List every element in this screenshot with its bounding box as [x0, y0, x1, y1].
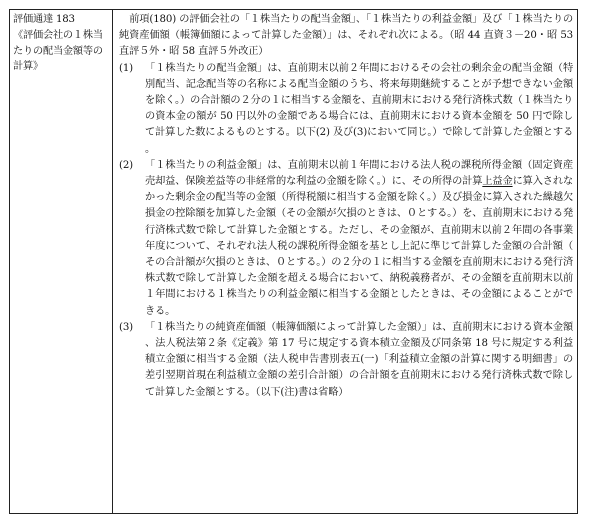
- item-text-part-2: に算入されなかった剰余金の配当等の金額（所得税額に相当する金額を除く。）及び損金に算入された繰越欠損金の控除額を加算した金額（その金額が欠損のときは、０とする。）を、直前期末における発行済株式数で除して計算した金額とする。ただし、その金額が、直前期末以前２年間の各事業年度について、それぞれ法人税の課税所得金額を基とし上記に準じて計算した金額の合計額（その合計額が欠損のときは、０とする。）の２分の１に相当する金額を直前期末における発行済株式数で除して計算した金額を超える場合において、納税義務者が、その金額を直前期末以前１年間における１株当たりの利益金額に相当する金額としたときは、その金額によることができる。: [145, 176, 573, 317]
- item-text-part-1: 「１株当たりの利益金額」は、直前期末以前１年間における法人税の課税所得金額（固定資産売却益、保険差益等の非経常的な利益の金額を除く。）に、その所得の計算: [145, 159, 573, 188]
- provision-item-2: [119, 158, 573, 320]
- item-text: 「１株当たりの配当金額」は、直前期末以前２年間におけるその会社の剰余金の配当金額（特別配当、記念配当等の名称による配当金額のうち、将来毎期継続することが予想できない金額を除く。）の合計額の２分の１に相当する金額を、直前期末における発行済株式数（１株当たりの資本金の額が 50 円以外の金額である場合には、直前期末における資本金額を 50 円で除して計算した数によるものとする。以下(2) 及び(3)において同じ。）で除して計算した金額とする。: [145, 62, 573, 155]
- item-number: (1): [119, 62, 133, 74]
- item-number: (3): [119, 321, 133, 333]
- provision-item-3: [119, 320, 573, 401]
- provision-text-cell: [113, 10, 577, 513]
- circular-number: 評価通達 183: [13, 14, 75, 25]
- underlined-term: 上益金: [482, 176, 513, 188]
- item-text: 「１株当たりの純資産価額（帳簿価額によって計算した金額）」は、直前期末における資本金額、法人税法第２条《定義》第 17 号に規定する資本積立金額及び同条第 18 号に規定する利益積立金額に相当する金額（法人税申告書別表五(一)「利益積立金額の計算に関する明細書」の差引翌期首現在利益積立金額の差引合計額）の合計額を直前期末における発行済株式数で除して計算した金額とする。（以下(注)書は省略）: [145, 321, 573, 398]
- item-text: [145, 158, 573, 320]
- circular-reference-cell: [10, 10, 113, 513]
- provision-item-1: [119, 61, 573, 158]
- section-title: 《評価会社の１株当たりの配当金額等の計算》: [13, 29, 103, 73]
- provision-intro: 前項(180) の評価会社の「１株当たりの配当金額」、「１株当たりの利益金額」及び「１株当たりの純資産価額（帳簿価額によって計算した金額）」は、それぞれ次による。（昭 44 直資３－20・昭 53 直評５外・昭 58 直評５外改正）: [119, 14, 573, 58]
- item-number: (2): [119, 159, 133, 171]
- document-table: [9, 9, 578, 514]
